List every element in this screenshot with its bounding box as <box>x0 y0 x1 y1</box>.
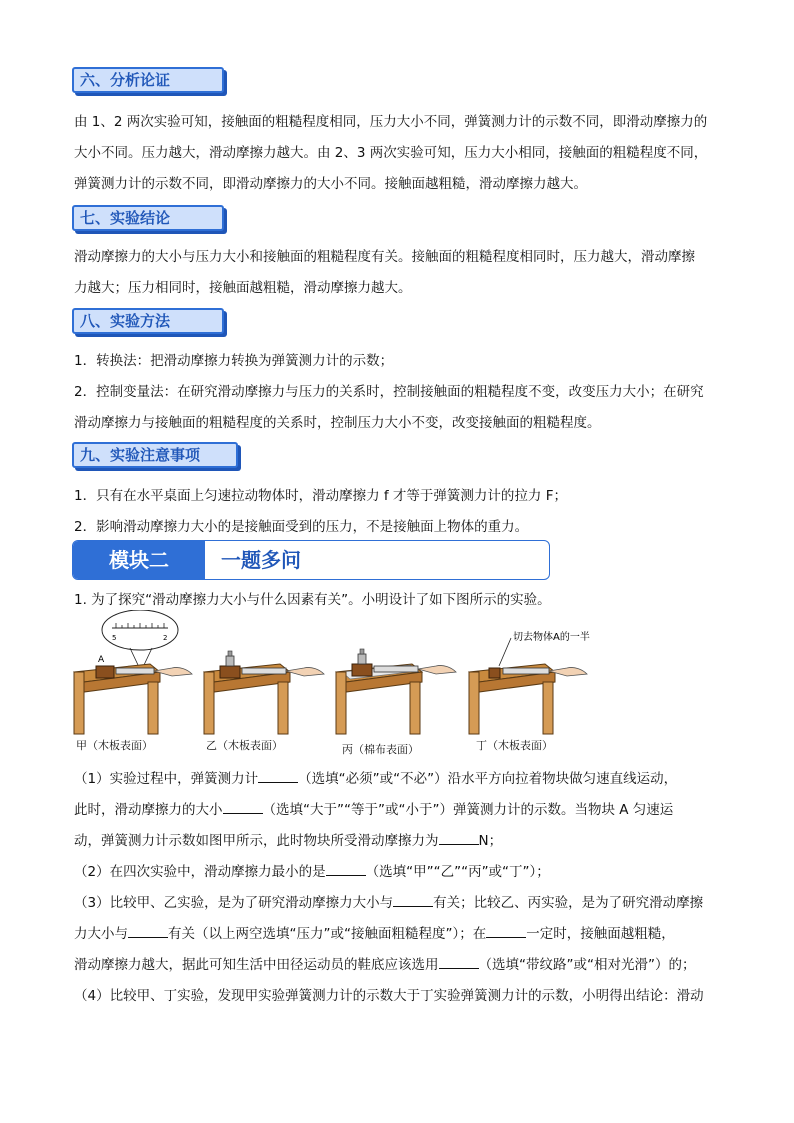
paragraph-line: 滑动摩擦力与接触面的粗糙程度的关系时，控制压力大小不变，改变接触面的粗糙程度。 <box>74 415 601 431</box>
question-1-line-3: 动，弹簧测力计示数如图甲所示，此时物块所受滑动摩擦力为 N； <box>74 829 502 849</box>
section-title: 九、实验注意事项 <box>80 446 201 464</box>
section-title: 六、分析论证 <box>80 71 171 89</box>
answer-blank[interactable] <box>223 799 263 814</box>
question-3-line-1: （3）比较甲、乙实验，是为了研究滑动摩擦力大小与 有关；比较乙、丙实验，是为了研究滑动摩擦 <box>74 891 703 911</box>
question-2: （2）在四次实验中，滑动摩擦力最小的是 （选填“甲”“乙”“丙”或“丁”）； <box>74 860 550 880</box>
paragraph-line: 2．影响滑动摩擦力大小的是接触面受到的压力，不是接触面上物体的重力。 <box>74 519 529 535</box>
question-intro: 1. 为了探究“滑动摩擦力大小与什么因素有关”。小明设计了如下图所示的实验。 <box>74 592 551 608</box>
caption-bing: 丙（棉布表面） <box>342 743 419 756</box>
paragraph-line: 1．只有在水平桌面上匀速拉动物体时，滑动摩擦力 f 才等于弹簧测力计的拉力 F； <box>74 488 567 504</box>
paragraph-line: 大小不同。压力越大，滑动摩擦力越大。由 2、3 两次实验可知，压力大小相同，接触面的粗糙程度不同， <box>74 145 708 161</box>
answer-blank[interactable] <box>486 923 526 938</box>
paragraph-line: 2．控制变量法：在研究滑动摩擦力与压力的关系时，控制接触面的粗糙程度不变，改变压力大小；在研究 <box>74 384 704 400</box>
question-1-line-2: 此时，滑动摩擦力的大小 （选填“大于”“等于”或“小于”）弹簧测力计的示数。当物块 A 匀速运 <box>74 798 673 818</box>
question-4: （4）比较甲、丁实验，发现甲实验弹簧测力计的示数大于丁实验弹簧测力计的示数，小明得出结论：滑动 <box>74 988 704 1004</box>
section-title: 八、实验方法 <box>80 312 171 330</box>
paragraph-line: 弹簧测力计的示数不同，即滑动摩擦力的大小不同。接触面越粗糙，滑动摩擦力越大。 <box>74 176 587 192</box>
answer-blank[interactable] <box>258 768 298 783</box>
answer-blank[interactable] <box>393 892 433 907</box>
caption-yi: 乙（木板表面） <box>206 739 283 752</box>
answer-blank[interactable] <box>439 830 479 845</box>
module-number: 模块二 <box>73 541 205 579</box>
answer-blank[interactable] <box>326 861 366 876</box>
caption-jia: 甲（木板表面） <box>76 739 153 752</box>
module-banner <box>72 540 550 580</box>
question-1-line-1: （1）实验过程中，弹簧测力计 （选填“必须”或“不必”）沿水平方向拉着物块做匀速直线运动， <box>74 767 677 787</box>
question-3-line-2: 力大小与 有关（以上两空选填“压力”或“接触面粗糙程度”）；在 一定时，接触面越粗糙， <box>74 922 675 942</box>
gauge-label-right: 2 <box>163 634 168 642</box>
experiment-figure <box>60 610 740 760</box>
setup-jia <box>74 655 192 734</box>
paragraph-line: 滑动摩擦力的大小与压力大小和接触面的粗糙程度有关。接触面的粗糙程度相同时，压力越大，滑动摩擦 <box>74 249 695 265</box>
caption-ding: 丁（木板表面） <box>476 739 553 752</box>
setup-bing <box>336 649 456 734</box>
section-title: 七、实验结论 <box>80 209 171 227</box>
answer-blank[interactable] <box>439 954 479 969</box>
paragraph-line: 由 1、2 两次实验可知，接触面的粗糙程度相同，压力大小不同，弹簧测力计的示数不同，即滑动摩擦力的 <box>74 114 708 130</box>
setup-yi <box>204 651 324 734</box>
figure-callout: 切去物体A的一半 <box>513 632 590 643</box>
paragraph-line: 力越大；压力相同时，接触面越粗糙，滑动摩擦力越大。 <box>74 280 412 296</box>
module-title: 一题多问 <box>221 548 301 572</box>
paragraph-line: 1．转换法：把滑动摩擦力转换为弹簧测力计的示数； <box>74 353 394 369</box>
question-3-line-3: 滑动摩擦力越大，据此可知生活中田径运动员的鞋底应该选用 （选填“带纹路”或“相对光滑”）的； <box>74 953 695 973</box>
block-label: A <box>98 655 105 665</box>
setup-ding <box>469 630 590 734</box>
gauge-label-left: 5 <box>112 634 117 642</box>
answer-blank[interactable] <box>128 923 168 938</box>
